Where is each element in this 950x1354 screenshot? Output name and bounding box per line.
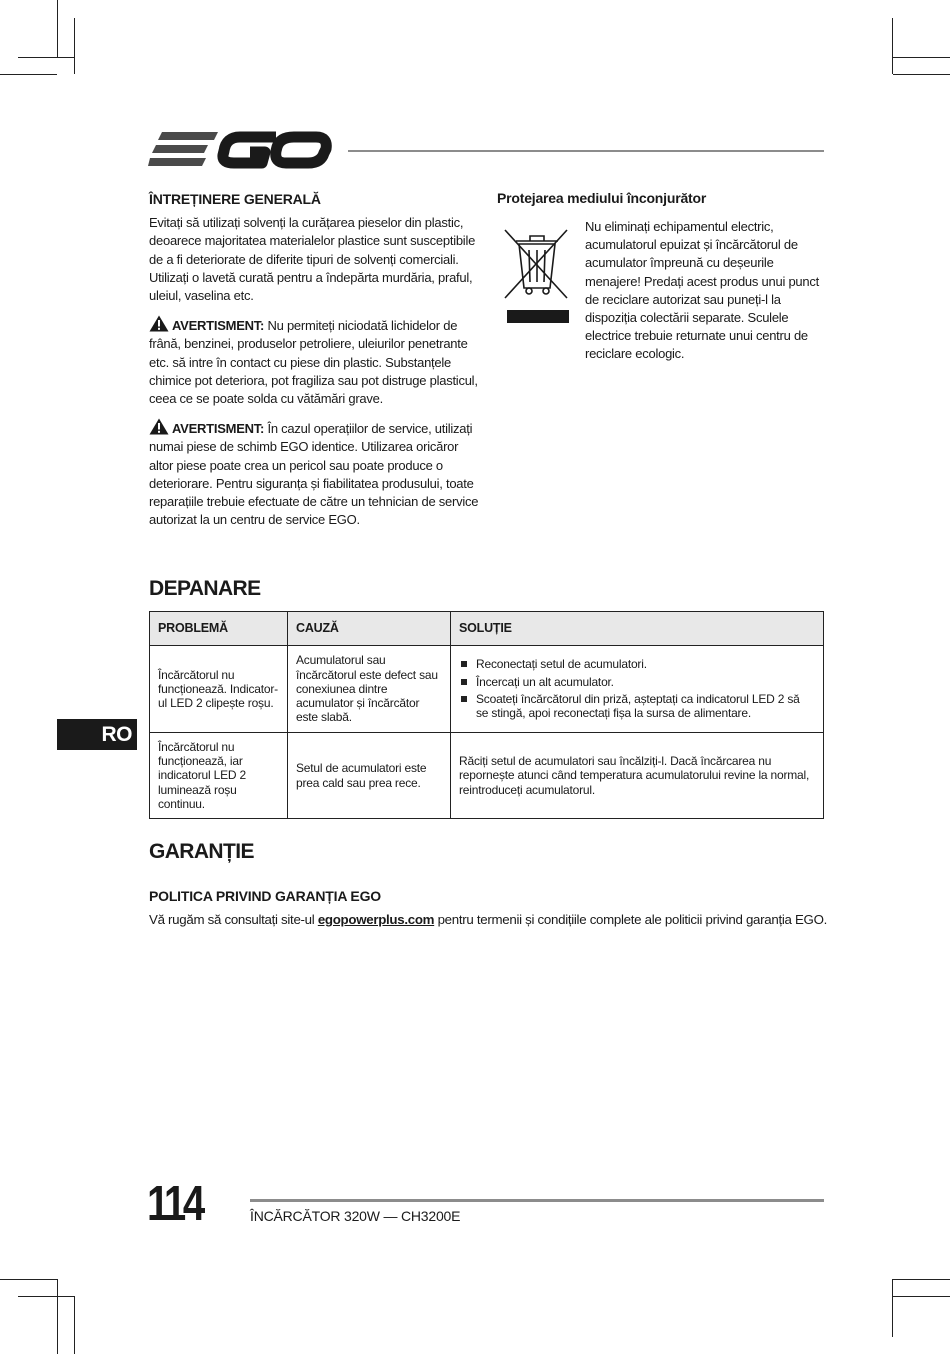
troubleshooting-title: DEPANARE (149, 577, 261, 600)
warranty-text (149, 912, 839, 927)
crop-mark (18, 1296, 74, 1297)
warning-text: În cazul operațiilor de service, utilizați numai piese de schimb EGO identice. Utilizarea oricăror altor piese poate crea un pericol sau poate produce o deteriorare. Pentru siguranța și fiabilitatea produsului, toate reparațiile trebuie efectuate de către un tehnician de service autorizat la un centru de service EGO. (149, 421, 479, 528)
maintenance-section (149, 190, 479, 539)
warranty-title: GARANȚIE (149, 840, 254, 863)
page-number: 114 (147, 1177, 202, 1231)
solution-list (459, 657, 815, 720)
warranty-link[interactable]: egopowerplus.com (317, 912, 435, 927)
crop-mark (892, 1279, 950, 1280)
warning-triangle-icon (149, 315, 169, 332)
crop-mark (892, 1279, 893, 1337)
warning-label: AVERTISMENT: (172, 421, 265, 437)
solution-item: Scoateți încărcătorul din priză, așteptați ca indicatorul LED 2 să se stingă, apoi reconectați fișa la sursa de alimentare. (459, 692, 815, 721)
crop-mark (57, 0, 58, 57)
problem-cell: Încărcătorul nu funcționează, iar indicatorul LED 2 luminează roșu continuu. (150, 733, 288, 819)
troubleshooting-table (149, 611, 824, 819)
cause-cell: Setul de acumulatori este prea cald sau prea rece. (288, 733, 451, 819)
crop-mark (18, 57, 74, 58)
solution-cell: Răciți setul de acumulatori sau încălziți-l. Dacă încărcarea nu repornește atunci când temperatura acumulatorului revine la normal, reintroduceți acumulatorul. (451, 733, 824, 819)
warning-label: AVERTISMENT: (172, 318, 265, 334)
maintenance-title: ÎNTREȚINERE GENERALĂ (149, 191, 321, 207)
solution-item: Reconectați setul de acumulatori. (459, 657, 815, 671)
warning-paragraph (149, 418, 479, 529)
footer-product: ÎNCĂRCĂTOR 320W — CH3200E (250, 1208, 461, 1224)
warranty-subtitle: POLITICA PRIVIND GARANȚIA EGO (149, 888, 381, 904)
crop-mark (892, 1296, 950, 1297)
crop-mark (893, 74, 950, 75)
warning-paragraph (149, 315, 479, 408)
table-row (150, 646, 824, 733)
ego-logo (148, 128, 332, 172)
crossed-out-bin-icon (499, 224, 575, 334)
crop-mark (0, 74, 57, 75)
warranty-text-after: pentru termenii și condițiile complete ale politicii privind garanția EGO. (434, 912, 828, 927)
solution-item: Încercați un alt acumulator. (459, 675, 815, 689)
column-header-cause: CAUZĂ (288, 612, 451, 646)
maintenance-intro: Evitați să utilizați solvenți la curățarea pieselor din plastic, deoarece majoritatea materialelor plastice sunt susceptibile de a fi deteriorate de diferite tipuri de solvenți comerciali. Utilizați o lavetă curată pentru a îndepărta murdăria, praful, uleiul, vaselina etc. (149, 215, 476, 304)
warning-text: Nu permiteți niciodată lichidelor de frână, benzinei, produselor petroliere, uleiurilor penetrante etc. să intre în contact cu piese din plastic. Substanțele chimice pot deteriora, pot fragiliza sau pot distruge plasticul, ceea ce se poate solda cu vătămări grave. (149, 318, 478, 407)
table-row (150, 733, 824, 819)
column-header-solution: SOLUȚIE (451, 612, 824, 646)
crop-mark (74, 1296, 75, 1354)
cause-cell: Acumulatorul sau încărcătorul este defect sau conexiunea dintre acumulator și încărcător este slabă. (288, 646, 451, 733)
crop-mark (892, 57, 950, 58)
header-rule (348, 150, 824, 152)
language-tab: RO (57, 719, 137, 750)
crop-mark (892, 18, 893, 74)
crop-mark (74, 18, 75, 74)
table-header-row (150, 612, 824, 646)
warning-triangle-icon (149, 418, 169, 435)
footer-rule (250, 1199, 824, 1202)
column-header-problem: PROBLEMĂ (150, 612, 288, 646)
environment-text: Nu eliminați echipamentul electric, acumulatorul epuizat și încărcătorul de acumulator împreună cu deșeurile menajere! Predați acest produs unui punct de reciclare autorizat sau puneți-l la dispoziția colectării separate. Sculele electrice trebuie returnate unui centru de reciclare ecologic. (585, 219, 820, 362)
solution-cell (451, 646, 824, 733)
environment-section (497, 190, 827, 362)
crop-mark (57, 1279, 58, 1354)
warranty-text-before: Vă rugăm să consultați site-ul (149, 912, 318, 927)
crop-mark (0, 1279, 57, 1280)
environment-title: Protejarea mediului înconjurător (497, 190, 707, 206)
problem-cell: Încărcătorul nu funcționează. Indicator-ul LED 2 clipește roșu. (150, 646, 288, 733)
